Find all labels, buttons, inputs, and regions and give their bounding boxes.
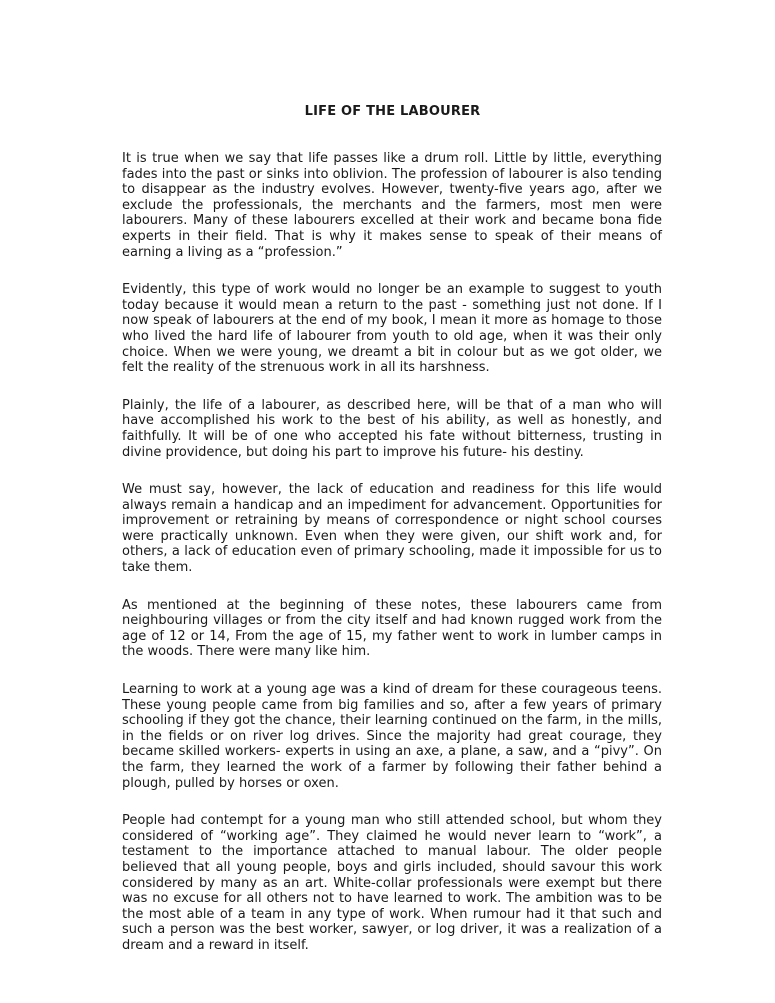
paragraph-3: Plainly, the life of a labourer, as described here, will be that of a man who will have accomplished his work to the best of his ability, as well as honestly, and faithfully. It will be of one who accepted his fate without bitterness, trusting in divine providence, but doing his part to improve his future- his destiny.	[122, 397, 662, 460]
paragraph-1: It is true when we say that life passes like a drum roll. Little by little, everything fades into the past or sinks into oblivion. The profession of labourer is also tending to disappear as the industry evolves. However, twenty-five years ago, after we exclude the professionals, the merchants and the farmers, most men were labourers. Many of these labourers excelled at their work and became bona fide experts in their field. That is why it makes sense to speak of their means of earning a living as a “profession.”	[122, 151, 662, 260]
paragraph-2: Evidently, this type of work would no longer be an example to suggest to youth today because it would mean a return to the past - something just not done. If I now speak of labourers at the end of my book, I mean it more as homage to those who lived the hard life of labourer from youth to old age, when it was their only choice. When we were young, we dreamt a bit in colour but as we got older, we felt the reality of the strenuous work in all its harshness.	[122, 282, 662, 376]
paragraph-7: People had contempt for a young man who still attended school, but whom they considered of “working age”. They claimed he would never learn to “work”, a testament to the importance attached to manual labour. The older people believed that all young people, boys and girls included, should savour this work considered by many as an art. White-collar professionals were exempt but there was no excuse for all others not to have learned to work. The ambition was to be the most able of a team in any type of work. When rumour had it that such and such a person was the best worker, sawyer, or log driver, it was a realization of a dream and a reward in itself.	[122, 813, 662, 953]
page-title: LIFE OF THE LABOURER	[304, 104, 481, 119]
body-text	[122, 151, 662, 976]
paragraph-5: As mentioned at the beginning of these notes, these labourers came from neighbouring villages or from the city itself and had known rugged work from the age of 12 or 14, From the age of 15, my father went to work in lumber camps in the woods. There were many like him.	[122, 597, 662, 660]
paragraph-4: We must say, however, the lack of education and readiness for this life would always remain a handicap and an impediment for advancement. Opportunities for improvement or retraining by means of correspondence or night school courses were practically unknown. Even when they were given, our shift work and, for others, a lack of education even of primary schooling, made it impossible for us to take them.	[122, 482, 662, 576]
paragraph-6: Learning to work at a young age was a kind of dream for these courageous teens. These young people came from big families and so, after a few years of primary schooling if they got the chance, their learning continued on the farm, in the mills, in the fields or on river log drives. Since the majority had great courage, they became skilled workers- experts in using an axe, a plane, a saw, and a “pivy”. On the farm, they learned the work of a farmer by following their father behind a plough, pulled by horses or oxen.	[122, 682, 662, 791]
